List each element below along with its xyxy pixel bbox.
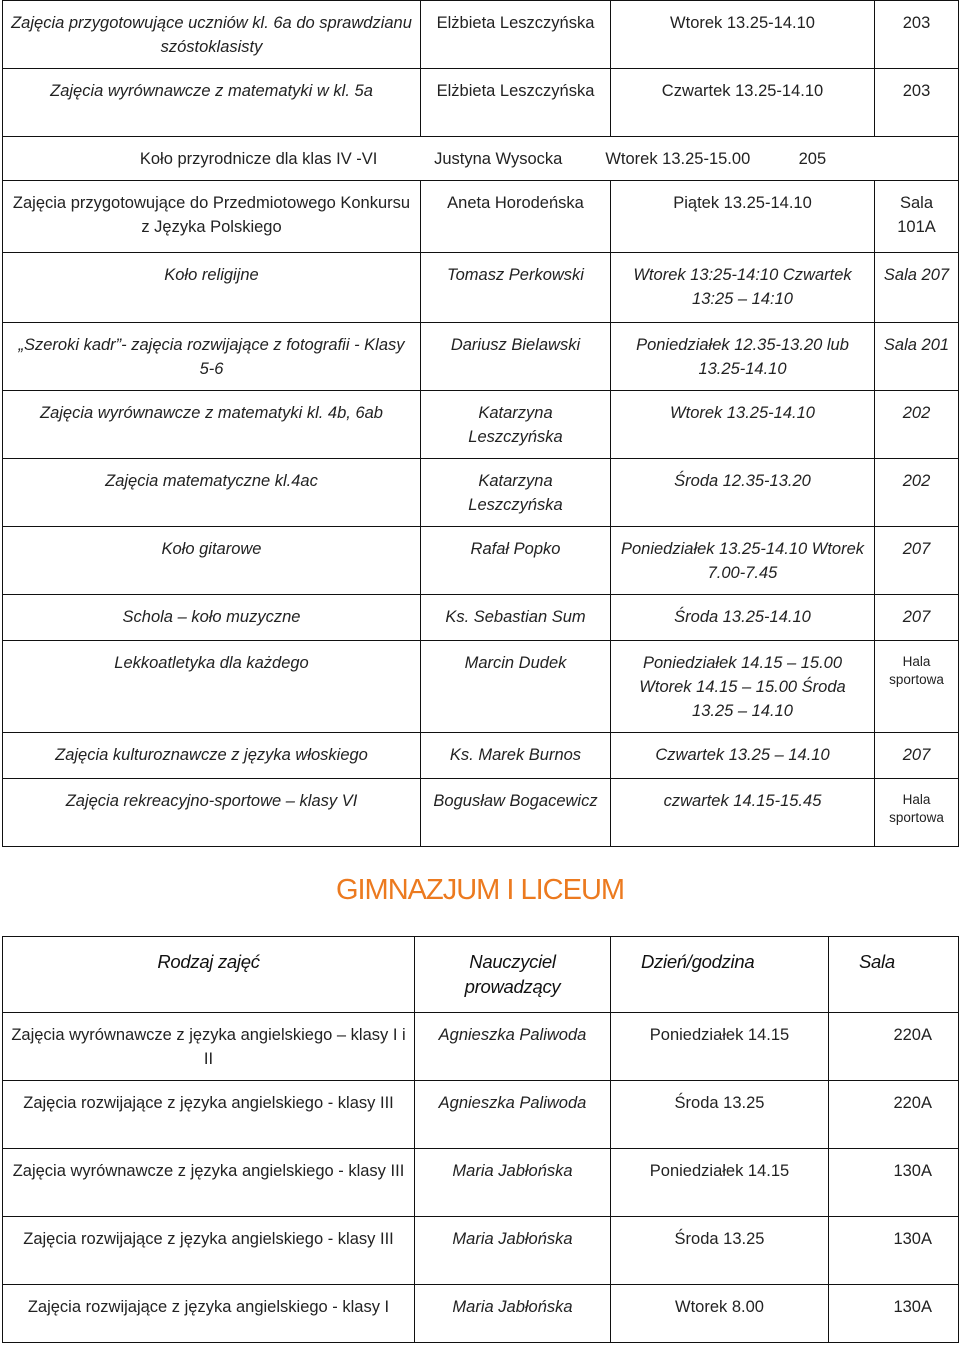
teacher-cell: Katarzyna Leszczyńska [421,391,611,459]
room-cell: 207 [875,733,959,779]
room-text: 205 [798,150,827,168]
activity-cell: Zajęcia kulturoznawcze z języka włoskiego [3,733,421,779]
teacher-cell: Marcin Dudek [421,641,611,733]
time-cell: Środa 13.25-14.10 [611,595,875,641]
teacher-cell: Aneta Horodeńska [421,181,611,253]
header-room: Sala [829,937,959,1013]
room-cell: 130A [829,1217,959,1285]
table-row [3,323,959,391]
activity-text: Koło przyrodnicze dla klas IV -VI [139,150,378,168]
table-row [3,69,959,137]
extracurricular-table-primary [2,0,959,847]
teacher-cell: Elżbieta Leszczyńska [421,1,611,69]
table-header-row [3,937,959,1013]
teacher-cell: Bogusław Bogacewicz [421,779,611,847]
room-cell: Hala sportowa [875,779,959,847]
activity-cell: Schola – koło muzyczne [3,595,421,641]
time-cell: Środa 13.25 [611,1081,829,1149]
activity-cell: Zajęcia rozwijające z języka angielskiego - klasy III [3,1081,415,1149]
teacher-text: Justyna Wysocka [434,150,563,168]
activity-cell: Zajęcia rekreacyjno-sportowe – klasy VI [3,779,421,847]
teacher-cell: Maria Jabłońska [415,1217,611,1285]
teacher-cell: Maria Jabłońska [415,1285,611,1343]
activity-cell: Lekkoatletyka dla każdego [3,641,421,733]
activity-cell: Zajęcia matematyczne kl.4ac [3,459,421,527]
table-row [3,641,959,733]
room-cell: 202 [875,391,959,459]
time-cell: Poniedziałek 14.15 [611,1149,829,1217]
teacher-cell: Elżbieta Leszczyńska [421,69,611,137]
time-cell: Wtorek 13.25-14.10 [611,1,875,69]
room-cell: 220A [829,1013,959,1081]
room-cell: 220A [829,1081,959,1149]
header-teacher: Nauczyciel prowadzący [415,937,611,1013]
time-cell: Środa 13.25 [611,1217,829,1285]
table-row [3,253,959,323]
table-row [3,1149,959,1217]
table-row [3,181,959,253]
activity-cell: Zajęcia rozwijające z języka angielskiego - klasy I [3,1285,415,1343]
teacher-cell: Agnieszka Paliwoda [415,1013,611,1081]
activity-cell: Zajęcia rozwijające z języka angielskiego - klasy III [3,1217,415,1285]
time-cell: Czwartek 13.25-14.10 [611,69,875,137]
activity-cell: Zajęcia wyrównawcze z języka angielskiego - klasy III [3,1149,415,1217]
room-cell: 203 [875,1,959,69]
room-cell: 207 [875,527,959,595]
room-cell: Hala sportowa [875,641,959,733]
time-cell: Wtorek 13.25-14.10 [611,391,875,459]
teacher-cell: Rafał Popko [421,527,611,595]
activity-cell: Zajęcia wyrównawcze z matematyki kl. 4b, 6ab [3,391,421,459]
header-activity: Rodzaj zajęć [3,937,415,1013]
table-row [3,595,959,641]
activity-cell: Zajęcia wyrównawcze z języka angielskiego – klasy I i II [3,1013,415,1081]
section-title: GIMNAZJUM I LICEUM [335,874,625,906]
table-row [3,1013,959,1081]
activity-cell: Koło religijne [3,253,421,323]
activity-cell: Zajęcia wyrównawcze z matematyki w kl. 5a [3,69,421,137]
table-row [3,391,959,459]
table-row [3,459,959,527]
teacher-cell: Ks. Sebastian Sum [421,595,611,641]
room-cell: 130A [829,1285,959,1343]
teacher-cell: Ks. Marek Burnos [421,733,611,779]
header-time: Dzień/godzina [611,937,829,1013]
time-cell: Wtorek 8.00 [611,1285,829,1343]
teacher-cell: Katarzyna Leszczyńska [421,459,611,527]
merged-row-cell [3,137,959,181]
time-cell: czwartek 14.15-15.45 [611,779,875,847]
table-row [3,1285,959,1343]
teacher-cell: Tomasz Perkowski [421,253,611,323]
room-cell: 207 [875,595,959,641]
table-row [3,1,959,69]
time-cell: Poniedziałek 14.15 – 15.00 Wtorek 14.15 – 15.00 Środa 13.25 – 14.10 [611,641,875,733]
activity-cell: Zajęcia przygotowujące uczniów kl. 6a do sprawdzianu szóstoklasisty [3,1,421,69]
time-cell: Poniedziałek 13.25-14.10 Wtorek 7.00-7.45 [611,527,875,595]
room-cell: Sala 101A [875,181,959,253]
activity-cell: „Szeroki kadr”- zajęcia rozwijające z fotografii - Klasy 5-6 [3,323,421,391]
activity-cell: Koło gitarowe [3,527,421,595]
room-cell: 203 [875,69,959,137]
table-row [3,733,959,779]
room-cell: Sala 201 [875,323,959,391]
teacher-cell: Dariusz Bielawski [421,323,611,391]
time-text: Wtorek 13.25-15.00 [605,150,751,168]
time-cell: Poniedziałek 14.15 [611,1013,829,1081]
table-row [3,1217,959,1285]
room-cell: 130A [829,1149,959,1217]
teacher-cell: Agnieszka Paliwoda [415,1081,611,1149]
table-row [3,527,959,595]
room-cell: Sala 207 [875,253,959,323]
room-cell: 202 [875,459,959,527]
time-cell: Wtorek 13:25-14:10 Czwartek 13:25 – 14:10 [611,253,875,323]
time-cell: Środa 12.35-13.20 [611,459,875,527]
teacher-cell: Maria Jabłońska [415,1149,611,1217]
extracurricular-table-secondary [2,936,959,1343]
activity-cell: Zajęcia przygotowujące do Przedmiotowego Konkursu z Języka Polskiego [3,181,421,253]
table-row [3,137,959,181]
time-cell: Poniedziałek 12.35-13.20 lub 13.25-14.10 [611,323,875,391]
time-cell: Piątek 13.25-14.10 [611,181,875,253]
table-row [3,779,959,847]
time-cell: Czwartek 13.25 – 14.10 [611,733,875,779]
table-row [3,1081,959,1149]
